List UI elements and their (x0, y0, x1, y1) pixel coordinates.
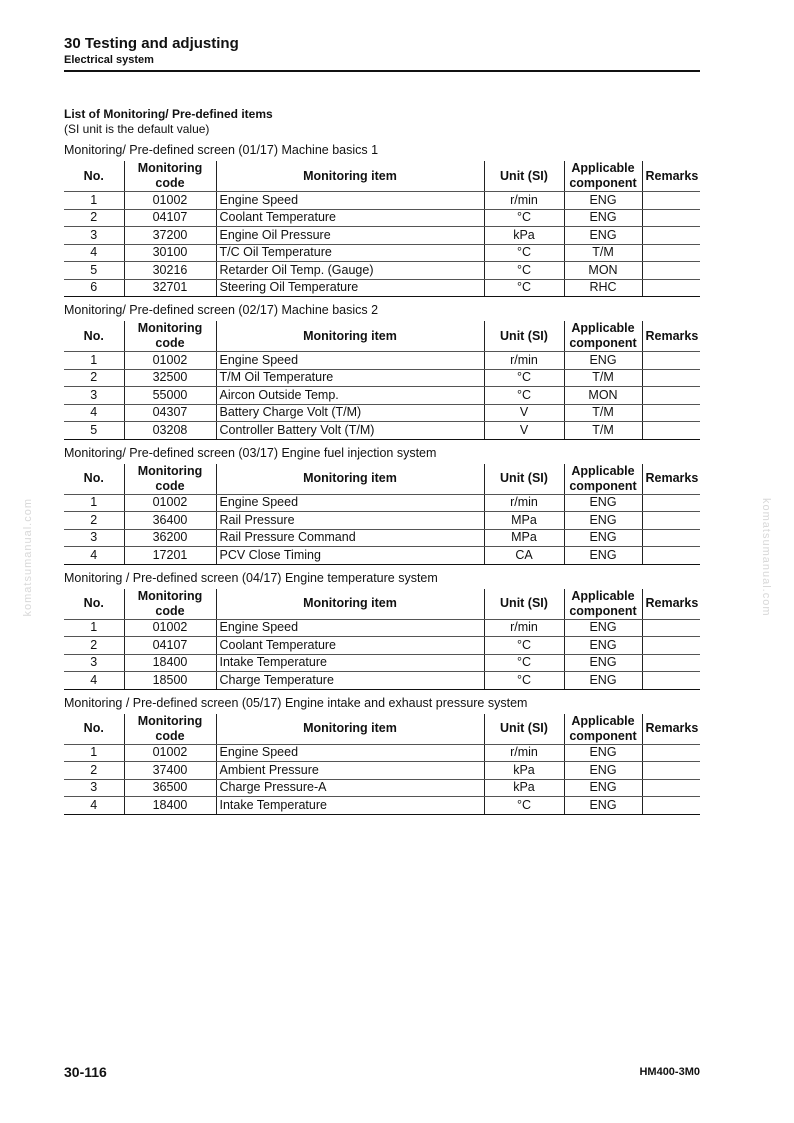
table-cell: r/min (484, 619, 564, 637)
table-cell: 01002 (124, 192, 216, 210)
table-header-row (64, 464, 700, 495)
monitoring-table (64, 161, 700, 297)
watermark-left: komatsumanual.com (22, 498, 34, 617)
table-row (64, 637, 700, 655)
table-cell: 3 (64, 654, 124, 672)
monitoring-tables (64, 143, 700, 815)
table-cell: 5 (64, 422, 124, 440)
table-cell: RHC (564, 279, 642, 297)
table-cell: 01002 (124, 352, 216, 370)
table-cell: ENG (564, 547, 642, 565)
column-header: Remarks (642, 464, 700, 495)
table-row (64, 209, 700, 227)
table-cell: 1 (64, 352, 124, 370)
table-cell: 01002 (124, 494, 216, 512)
table-cell (642, 619, 700, 637)
table-cell: 37200 (124, 227, 216, 245)
watermark-right: komatsumanual.com (760, 498, 772, 617)
column-header: Applicable component (564, 589, 642, 620)
table-row (64, 547, 700, 565)
table-row (64, 192, 700, 210)
table-cell: °C (484, 244, 564, 262)
monitoring-table (64, 714, 700, 815)
column-header: Unit (SI) (484, 161, 564, 192)
table-cell: PCV Close Timing (216, 547, 484, 565)
column-header: Monitoring code (124, 714, 216, 745)
table-cell: °C (484, 209, 564, 227)
column-header: Unit (SI) (484, 321, 564, 352)
table-row (64, 494, 700, 512)
table-cell: 04107 (124, 637, 216, 655)
column-header: Monitoring item (216, 464, 484, 495)
column-header: Monitoring item (216, 589, 484, 620)
table-cell: 18400 (124, 654, 216, 672)
table-cell: 36200 (124, 529, 216, 547)
table-cell: Controller Battery Volt (T/M) (216, 422, 484, 440)
table-cell: T/M (564, 369, 642, 387)
table-cell: 2 (64, 369, 124, 387)
column-header: Monitoring code (124, 589, 216, 620)
table-cell: Engine Speed (216, 352, 484, 370)
table-cell (642, 744, 700, 762)
table-cell: ENG (564, 192, 642, 210)
table-row (64, 797, 700, 815)
table-cell: r/min (484, 744, 564, 762)
table-row (64, 529, 700, 547)
table-cell: °C (484, 387, 564, 405)
table-cell: Retarder Oil Temp. (Gauge) (216, 262, 484, 280)
table-cell: Ambient Pressure (216, 762, 484, 780)
table-cell (642, 387, 700, 405)
table-cell: Coolant Temperature (216, 209, 484, 227)
table-cell: °C (484, 279, 564, 297)
section-title: 30 Testing and adjusting (64, 35, 239, 52)
table-cell: 18400 (124, 797, 216, 815)
table-cell: 03208 (124, 422, 216, 440)
table-cell: 4 (64, 547, 124, 565)
table-cell: Engine Speed (216, 192, 484, 210)
column-header: No. (64, 321, 124, 352)
table-cell (642, 192, 700, 210)
table-row (64, 369, 700, 387)
table-cell: CA (484, 547, 564, 565)
table-cell: 55000 (124, 387, 216, 405)
document-body (64, 107, 700, 815)
table-cell: T/M (564, 422, 642, 440)
table-cell: 4 (64, 672, 124, 690)
table-header-row (64, 321, 700, 352)
table-cell: Aircon Outside Temp. (216, 387, 484, 405)
table-cell (642, 797, 700, 815)
column-header: Monitoring item (216, 714, 484, 745)
table-row (64, 762, 700, 780)
table-cell: ENG (564, 209, 642, 227)
table-cell: Steering Oil Temperature (216, 279, 484, 297)
table-cell (642, 637, 700, 655)
table-row (64, 404, 700, 422)
table-caption: Monitoring / Pre-defined screen (04/17) Engine temperature system (64, 570, 438, 585)
table-cell (642, 209, 700, 227)
table-header-row (64, 589, 700, 620)
table-row (64, 512, 700, 530)
column-header: Monitoring code (124, 161, 216, 192)
column-header: No. (64, 714, 124, 745)
list-note: (SI unit is the default value) (64, 122, 210, 136)
table-cell: 3 (64, 227, 124, 245)
table-cell: 01002 (124, 744, 216, 762)
column-header: Unit (SI) (484, 464, 564, 495)
column-header: Applicable component (564, 714, 642, 745)
section-subtitle: Electrical system (64, 54, 154, 66)
table-cell: 37400 (124, 762, 216, 780)
table-row (64, 422, 700, 440)
table-cell: r/min (484, 192, 564, 210)
table-cell: MON (564, 262, 642, 280)
table-cell: °C (484, 262, 564, 280)
table-cell: 04307 (124, 404, 216, 422)
table-cell: 18500 (124, 672, 216, 690)
table-cell: 3 (64, 387, 124, 405)
table-header-row (64, 714, 700, 745)
table-cell: Engine Oil Pressure (216, 227, 484, 245)
table-cell: 32500 (124, 369, 216, 387)
list-title: List of Monitoring/ Pre-defined items (64, 107, 273, 121)
column-header: No. (64, 589, 124, 620)
table-row (64, 672, 700, 690)
table-cell: Intake Temperature (216, 797, 484, 815)
table-cell: 17201 (124, 547, 216, 565)
table-cell (642, 494, 700, 512)
table-caption: Monitoring/ Pre-defined screen (01/17) Machine basics 1 (64, 143, 379, 157)
table-cell: Rail Pressure (216, 512, 484, 530)
table-cell: 01002 (124, 619, 216, 637)
table-cell: 3 (64, 529, 124, 547)
column-header: Applicable component (564, 464, 642, 495)
table-cell: Rail Pressure Command (216, 529, 484, 547)
table-cell (642, 779, 700, 797)
table-cell: r/min (484, 494, 564, 512)
table-cell: kPa (484, 227, 564, 245)
table-cell: Battery Charge Volt (T/M) (216, 404, 484, 422)
table-row (64, 279, 700, 297)
table-cell: MON (564, 387, 642, 405)
table-cell: Engine Speed (216, 619, 484, 637)
table-cell: 1 (64, 744, 124, 762)
table-cell (642, 762, 700, 780)
table-cell: ENG (564, 227, 642, 245)
page-number: 30-116 (64, 1064, 107, 1080)
table-cell: ENG (564, 529, 642, 547)
table-cell: ENG (564, 512, 642, 530)
table-cell: ENG (564, 744, 642, 762)
table-cell: Charge Temperature (216, 672, 484, 690)
table-cell: MPa (484, 529, 564, 547)
table-header-row (64, 161, 700, 192)
column-header: Monitoring item (216, 161, 484, 192)
table-cell: r/min (484, 352, 564, 370)
table-row (64, 262, 700, 280)
table-cell (642, 422, 700, 440)
table-cell: 04107 (124, 209, 216, 227)
table-cell: ENG (564, 797, 642, 815)
table-cell: 1 (64, 494, 124, 512)
table-cell (642, 654, 700, 672)
table-cell: Intake Temperature (216, 654, 484, 672)
header-divider (64, 70, 700, 72)
table-cell: 2 (64, 762, 124, 780)
table-row (64, 387, 700, 405)
table-cell: 30216 (124, 262, 216, 280)
table-cell: kPa (484, 762, 564, 780)
table-cell: °C (484, 672, 564, 690)
table-row (64, 779, 700, 797)
table-cell (642, 262, 700, 280)
table-cell: 4 (64, 797, 124, 815)
column-header: No. (64, 464, 124, 495)
monitoring-table (64, 589, 700, 690)
table-cell: °C (484, 654, 564, 672)
table-row (64, 352, 700, 370)
column-header: Applicable component (564, 321, 642, 352)
column-header: Applicable component (564, 161, 642, 192)
table-cell: ENG (564, 619, 642, 637)
table-cell: 6 (64, 279, 124, 297)
table-cell (642, 672, 700, 690)
table-cell: °C (484, 797, 564, 815)
table-cell: 36500 (124, 779, 216, 797)
table-cell: Engine Speed (216, 744, 484, 762)
table-caption: Monitoring / Pre-defined screen (05/17) Engine intake and exhaust pressure system (64, 695, 528, 710)
table-cell (642, 529, 700, 547)
column-header: Monitoring item (216, 321, 484, 352)
table-cell: 4 (64, 244, 124, 262)
table-cell: ENG (564, 352, 642, 370)
table-cell (642, 279, 700, 297)
table-cell (642, 227, 700, 245)
table-cell: ENG (564, 762, 642, 780)
table-cell: ENG (564, 654, 642, 672)
column-header: No. (64, 161, 124, 192)
table-row (64, 227, 700, 245)
table-row (64, 244, 700, 262)
table-cell: °C (484, 637, 564, 655)
table-cell: 36400 (124, 512, 216, 530)
table-cell: T/M (564, 244, 642, 262)
table-cell: 32701 (124, 279, 216, 297)
column-header: Monitoring code (124, 464, 216, 495)
page-header (64, 34, 700, 67)
monitoring-table (64, 464, 700, 565)
table-cell: ENG (564, 672, 642, 690)
table-cell: ENG (564, 637, 642, 655)
table-cell: 1 (64, 192, 124, 210)
table-row (64, 619, 700, 637)
table-cell: T/M (564, 404, 642, 422)
column-header: Remarks (642, 589, 700, 620)
column-header: Remarks (642, 321, 700, 352)
column-header: Remarks (642, 161, 700, 192)
table-cell: T/C Oil Temperature (216, 244, 484, 262)
column-header: Unit (SI) (484, 589, 564, 620)
table-cell: 30100 (124, 244, 216, 262)
table-cell: kPa (484, 779, 564, 797)
table-cell: 4 (64, 404, 124, 422)
table-row (64, 654, 700, 672)
table-cell: 2 (64, 512, 124, 530)
table-cell: Coolant Temperature (216, 637, 484, 655)
table-cell (642, 547, 700, 565)
monitoring-table (64, 321, 700, 440)
table-cell (642, 244, 700, 262)
table-cell: 1 (64, 619, 124, 637)
table-cell: 2 (64, 637, 124, 655)
table-cell: Engine Speed (216, 494, 484, 512)
column-header: Remarks (642, 714, 700, 745)
column-header: Unit (SI) (484, 714, 564, 745)
table-cell: °C (484, 369, 564, 387)
table-cell: 5 (64, 262, 124, 280)
table-cell: T/M Oil Temperature (216, 369, 484, 387)
table-cell (642, 404, 700, 422)
table-cell: Charge Pressure-A (216, 779, 484, 797)
table-cell: MPa (484, 512, 564, 530)
table-caption: Monitoring/ Pre-defined screen (03/17) Engine fuel injection system (64, 445, 437, 460)
table-cell (642, 512, 700, 530)
table-cell: ENG (564, 494, 642, 512)
column-header: Monitoring code (124, 321, 216, 352)
table-cell (642, 352, 700, 370)
table-cell: V (484, 422, 564, 440)
table-row (64, 744, 700, 762)
model-code: HM400-3M0 (639, 1066, 700, 1078)
table-cell: V (484, 404, 564, 422)
table-caption: Monitoring/ Pre-defined screen (02/17) Machine basics 2 (64, 303, 379, 317)
table-cell: 2 (64, 209, 124, 227)
table-cell: ENG (564, 779, 642, 797)
table-cell: 3 (64, 779, 124, 797)
table-cell (642, 369, 700, 387)
